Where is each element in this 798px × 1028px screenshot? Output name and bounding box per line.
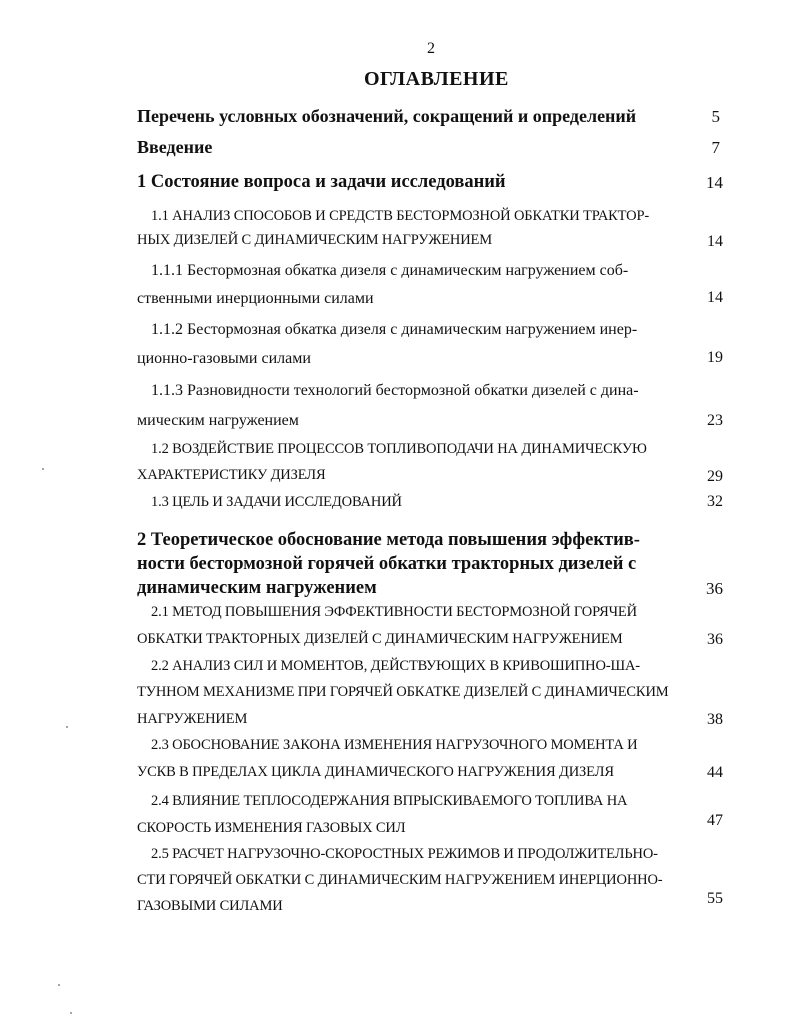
toc-section-1-1-2-line-2[interactable]: ционно-газовыми силами [137, 350, 311, 367]
toc-section-2-2-line-3[interactable]: НАГРУЖЕНИЕМ [137, 711, 248, 727]
toc-section-2-5-line-2[interactable]: СТИ ГОРЯЧЕЙ ОБКАТКИ С ДИНАМИЧЕСКИМ НАГРУЖЕНИЕМ ИНЕРЦИОННО- [137, 872, 663, 888]
toc-chapter-2-line-1[interactable]: 2 Теоретическое обоснование метода повышения эффектив- [137, 530, 640, 550]
toc-section-2-3-line-1[interactable]: 2.3 ОБОСНОВАНИЕ ЗАКОНА ИЗМЕНЕНИЯ НАГРУЗОЧНОГО МОМЕНТА И [151, 737, 638, 753]
toc-page-1-1: 14 [707, 233, 723, 250]
toc-section-1-1-line-2[interactable]: НЫХ ДИЗЕЛЕЙ С ДИНАМИЧЕСКИМ НАГРУЖЕНИЕМ [137, 232, 493, 248]
toc-section-1-3[interactable]: 1.3 ЦЕЛЬ И ЗАДАЧИ ИССЛЕДОВАНИЙ [151, 494, 402, 510]
toc-page-2-1: 36 [707, 631, 723, 648]
toc-section-1-1-1-line-2[interactable]: ственными инерционными силами [137, 290, 374, 307]
toc-section-2-2-line-2[interactable]: ТУННОМ МЕХАНИЗМЕ ПРИ ГОРЯЧЕЙ ОБКАТКЕ ДИЗЕЛЕЙ С ДИНАМИЧЕСКИМ [137, 684, 669, 700]
toc-section-2-5-line-1[interactable]: 2.5 РАСЧЕТ НАГРУЗОЧНО-СКОРОСТНЫХ РЕЖИМОВ И ПРОДОЛЖИТЕЛЬНО- [151, 846, 658, 862]
toc-page-2-2: 38 [707, 711, 723, 728]
toc-entry-introduction[interactable]: Введение [137, 137, 213, 157]
toc-page-1-1-1: 14 [707, 289, 723, 306]
toc-section-2-2-line-1[interactable]: 2.2 АНАЛИЗ СИЛ И МОМЕНТОВ, ДЕЙСТВУЮЩИХ В КРИВОШИПНО-ША- [151, 658, 640, 674]
toc-chapter-2-line-3[interactable]: динамическим нагружением [137, 578, 377, 598]
toc-section-1-1-3-line-2[interactable]: мическим нагружением [137, 412, 299, 429]
scan-speck [42, 468, 44, 470]
toc-section-2-3-line-2[interactable]: УСКВ В ПРЕДЕЛАХ ЦИКЛА ДИНАМИЧЕСКОГО НАГРУЖЕНИЯ ДИЗЕЛЯ [137, 764, 614, 780]
toc-chapter-2-line-2[interactable]: ности бестормозной горячей обкатки тракторных дизелей с [137, 554, 637, 574]
toc-page-2-5: 55 [707, 890, 723, 907]
toc-page-1-1-3: 23 [707, 412, 723, 429]
toc-section-1-1-3-line-1[interactable]: 1.1.3 Разновидности технологий бестормозной обкатки дизелей с дина- [151, 382, 639, 399]
toc-section-1-1-line-1[interactable]: 1.1 АНАЛИЗ СПОСОБОВ И СРЕДСТВ БЕСТОРМОЗНОЙ ОБКАТКИ ТРАКТОР- [151, 208, 650, 224]
toc-section-1-2-line-1[interactable]: 1.2 ВОЗДЕЙСТВИЕ ПРОЦЕССОВ ТОПЛИВОПОДАЧИ НА ДИНАМИЧЕСКУЮ [151, 441, 647, 457]
scan-speck [66, 726, 68, 728]
toc-page-abbreviations: 5 [711, 107, 720, 126]
toc-page-introduction: 7 [711, 138, 720, 157]
scan-speck [70, 1012, 72, 1014]
page-title: ОГЛАВЛЕНИЕ [364, 68, 509, 90]
toc-chapter-1[interactable]: 1 Состояние вопроса и задачи исследований [137, 172, 506, 192]
toc-section-2-4-line-1[interactable]: 2.4 ВЛИЯНИЕ ТЕПЛОСОДЕРЖАНИЯ ВПРЫСКИВАЕМОГО ТОПЛИВА НА [151, 793, 628, 809]
toc-entry-abbreviations[interactable]: Перечень условных обозначений, сокращений и определений [137, 106, 637, 126]
toc-section-2-5-line-3[interactable]: ГАЗОВЫМИ СИЛАМИ [137, 898, 283, 914]
toc-section-1-1-1-line-1[interactable]: 1.1.1 Бестормозная обкатка дизеля с динамическим нагружением соб- [151, 262, 629, 279]
toc-page-chapter-2: 36 [706, 579, 723, 598]
toc-section-2-4-line-2[interactable]: СКОРОСТЬ ИЗМЕНЕНИЯ ГАЗОВЫХ СИЛ [137, 820, 406, 836]
scan-speck [58, 984, 60, 986]
toc-page-2-4: 47 [707, 812, 723, 829]
toc-page-1-3: 32 [707, 493, 723, 510]
toc-page-1-1-2: 19 [707, 349, 723, 366]
toc-section-2-1-line-2[interactable]: ОБКАТКИ ТРАКТОРНЫХ ДИЗЕЛЕЙ С ДИНАМИЧЕСКИМ НАГРУЖЕНИЕМ [137, 631, 623, 647]
toc-page-chapter-1: 14 [706, 173, 723, 192]
toc-page-2-3: 44 [707, 764, 723, 781]
toc-page-1-2: 29 [707, 468, 723, 485]
toc-section-1-2-line-2[interactable]: ХАРАКТЕРИСТИКУ ДИЗЕЛЯ [137, 467, 326, 483]
toc-section-2-1-line-1[interactable]: 2.1 МЕТОД ПОВЫШЕНИЯ ЭФФЕКТИВНОСТИ БЕСТОРМОЗНОЙ ГОРЯЧЕЙ [151, 604, 637, 620]
page-number: 2 [427, 40, 435, 57]
toc-section-1-1-2-line-1[interactable]: 1.1.2 Бестормозная обкатка дизеля с динамическим нагружением инер- [151, 321, 638, 338]
